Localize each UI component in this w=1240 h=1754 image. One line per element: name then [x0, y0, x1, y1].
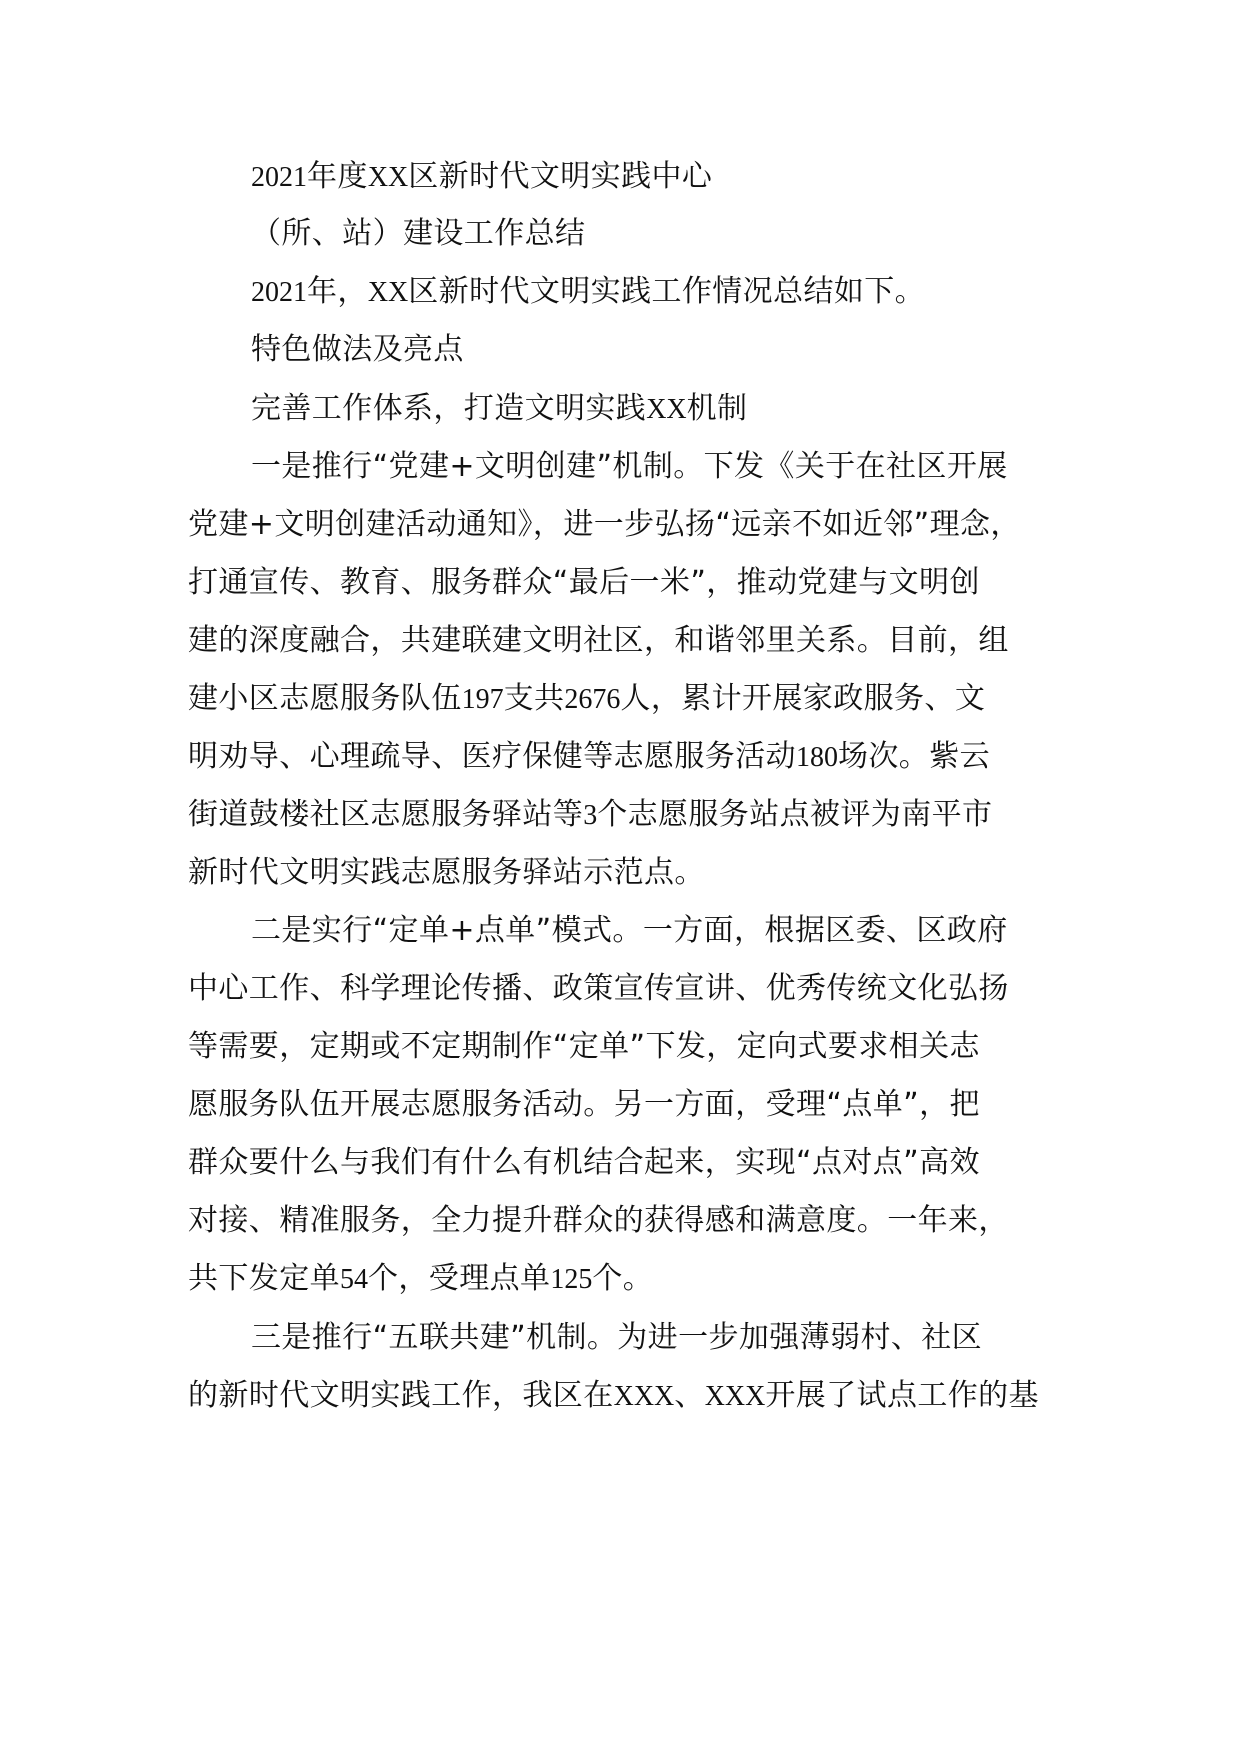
paragraph1-line: 党建+文明创建活动通知》，进一步弘扬“远亲不如近邻”理念， [188, 507, 1021, 542]
title-line-2: （所、站）建设工作总结 [251, 216, 586, 251]
paragraph3-line: 的新时代文明实践工作，我区在XXX、XXX开展了试点工作的基 [188, 1378, 1039, 1413]
paragraph2-line: 共下发定单54个，受理点单125个。 [188, 1261, 654, 1296]
title-line-1: 2021年度XX区新时代文明实践中心 [251, 159, 713, 194]
paragraph1-line: 街道鼓楼社区志愿服务驿站等3个志愿服务站点被评为南平市 [188, 797, 993, 832]
subsection-heading: 完善工作体系，打造文明实践XX机制 [251, 391, 748, 426]
paragraph1-line: 打通宣传、教育、服务群众“最后一米”，推动党建与文明创 [188, 565, 980, 600]
paragraph1-line: 明劝导、心理疏导、医疗保健等志愿服务活动180场次。紫云 [188, 739, 990, 774]
paragraph1-line: 新时代文明实践志愿服务驿站示范点。 [188, 855, 705, 890]
paragraph1-line: 建小区志愿服务队伍197支共2676人，累计开展家政服务、文 [188, 681, 986, 716]
paragraph3-line: 三是推行“五联共建”机制。为进一步加强薄弱村、社区 [251, 1320, 983, 1355]
paragraph2-line: 中心工作、科学理论传播、政策宣传宣讲、优秀传统文化弘扬 [188, 971, 1009, 1006]
paragraph2-line: 对接、精准服务，全力提升群众的获得感和满意度。一年来， [188, 1203, 1009, 1238]
paragraph2-line: 等需要，定期或不定期制作“定单”下发，定向式要求相关志 [188, 1029, 980, 1064]
section-heading: 特色做法及亮点 [251, 332, 464, 367]
paragraph2-line: 群众要什么与我们有什么有机结合起来，实现“点对点”高效 [188, 1145, 980, 1180]
paragraph1-line: 建的深度融合，共建联建文明社区，和谐邻里关系。目前，组 [188, 623, 1009, 658]
paragraph1-line: 一是推行“党建+文明创建”机制。下发《关于在社区开展 [251, 449, 1008, 484]
paragraph2-line: 二是实行“定单+点单”模式。一方面，根据区委、区政府 [251, 913, 1008, 948]
intro-text: 2021年，XX区新时代文明实践工作情况总结如下。 [251, 274, 926, 309]
paragraph2-line: 愿服务队伍开展志愿服务活动。另一方面，受理“点单”，把 [188, 1087, 980, 1122]
